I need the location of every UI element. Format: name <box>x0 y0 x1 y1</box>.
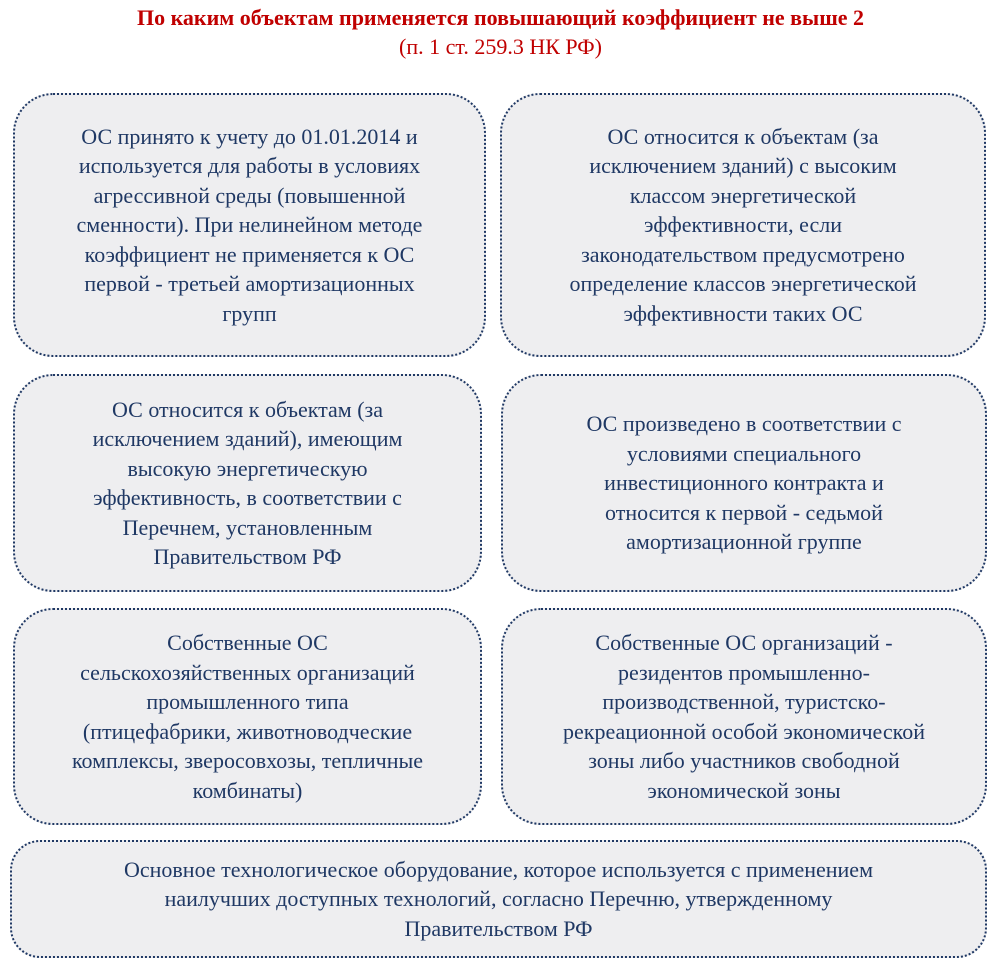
box-line: эффективности таких ОС <box>623 300 863 326</box>
box-line: ОС произведено в соответствии с <box>586 411 902 437</box>
box-line: законодательством предусмотрено <box>581 241 905 267</box>
box-line: Собственные ОС <box>167 630 328 655</box>
box-line: Перечнем, установленным <box>122 514 373 540</box>
box-line: используется для работы в условиях <box>78 153 421 179</box>
box-line: классом энергетической <box>629 182 857 208</box>
condition-box-agricultural-organizations <box>13 608 482 825</box>
box-line: эффективность, в соответствии с <box>93 485 402 510</box>
box-line: ОС относится к объектам (за <box>111 396 383 422</box>
condition-box-special-economic-zone <box>501 608 987 825</box>
box-line: агрессивной среды (повышенной <box>93 182 406 208</box>
box-line: коэффициент не применяется к ОС <box>84 241 415 267</box>
box-text <box>587 409 902 557</box>
box-line: исключением зданий) с высоким <box>589 153 897 179</box>
box-line: промышленного типа <box>146 689 349 714</box>
box-line: ОС принято к учету до 01.01.2014 и <box>81 123 418 149</box>
box-line: сменности). При нелинейном методе <box>76 212 423 238</box>
box-text <box>77 122 423 329</box>
box-line: Правительством РФ <box>404 915 593 941</box>
box-text <box>124 855 873 944</box>
box-line: инвестиционного контракта и <box>604 470 884 496</box>
box-line: относится к первой - седьмой <box>605 499 883 525</box>
box-line: рекреационной особой экономической <box>563 718 925 744</box>
box-line: Основное технологическое оборудование, которое используется с применением <box>123 856 873 882</box>
box-line: определение классов энергетической <box>569 271 917 297</box>
box-line: высокую энергетическую <box>127 455 368 481</box>
box-line: ОС относится к объектам (за <box>607 123 879 149</box>
box-line: экономической зоны <box>647 777 841 803</box>
box-line: зоны либо участников свободной <box>588 748 900 773</box>
condition-box-energy-efficiency-list <box>13 374 482 592</box>
diagram-title: По каким объектам применяется повышающий коэффициент не выше 2 <box>136 5 865 30</box>
box-text <box>93 395 403 572</box>
box-line: Собственные ОС организаций - <box>595 630 893 655</box>
box-line: исключением зданий), имеющим <box>92 426 403 451</box>
condition-box-special-investment-contract <box>501 374 987 592</box>
diagram-subtitle: (п. 1 ст. 259.3 НК РФ) <box>399 34 602 59</box>
box-line: (птицефабрики, животноводческие <box>82 718 413 744</box>
box-text <box>563 628 925 805</box>
box-line: групп <box>222 300 277 326</box>
box-text <box>570 122 917 329</box>
box-line: эффективности, если <box>644 212 842 238</box>
box-line: первой - третьей амортизационных <box>84 271 415 297</box>
condition-box-aggressive-environment <box>13 93 486 357</box>
condition-box-energy-class <box>500 93 986 357</box>
box-text <box>72 628 423 805</box>
box-line: Правительством РФ <box>153 544 342 569</box>
box-line: условиями специального <box>626 440 862 466</box>
box-line: комплексы, звероcовхозы, тепличные <box>71 748 424 773</box>
condition-box-best-available-technologies <box>10 840 987 958</box>
box-line: резидентов промышленно- <box>617 659 871 685</box>
box-line: сельскохозяйственных организаций <box>80 659 415 685</box>
box-line: наилучших доступных технологий, согласно Перечню, утвержденному <box>164 886 833 912</box>
box-line: производственной, туристско- <box>602 689 886 714</box>
box-line: амортизационной группе <box>626 529 862 555</box>
box-line: комбинаты) <box>192 777 303 803</box>
